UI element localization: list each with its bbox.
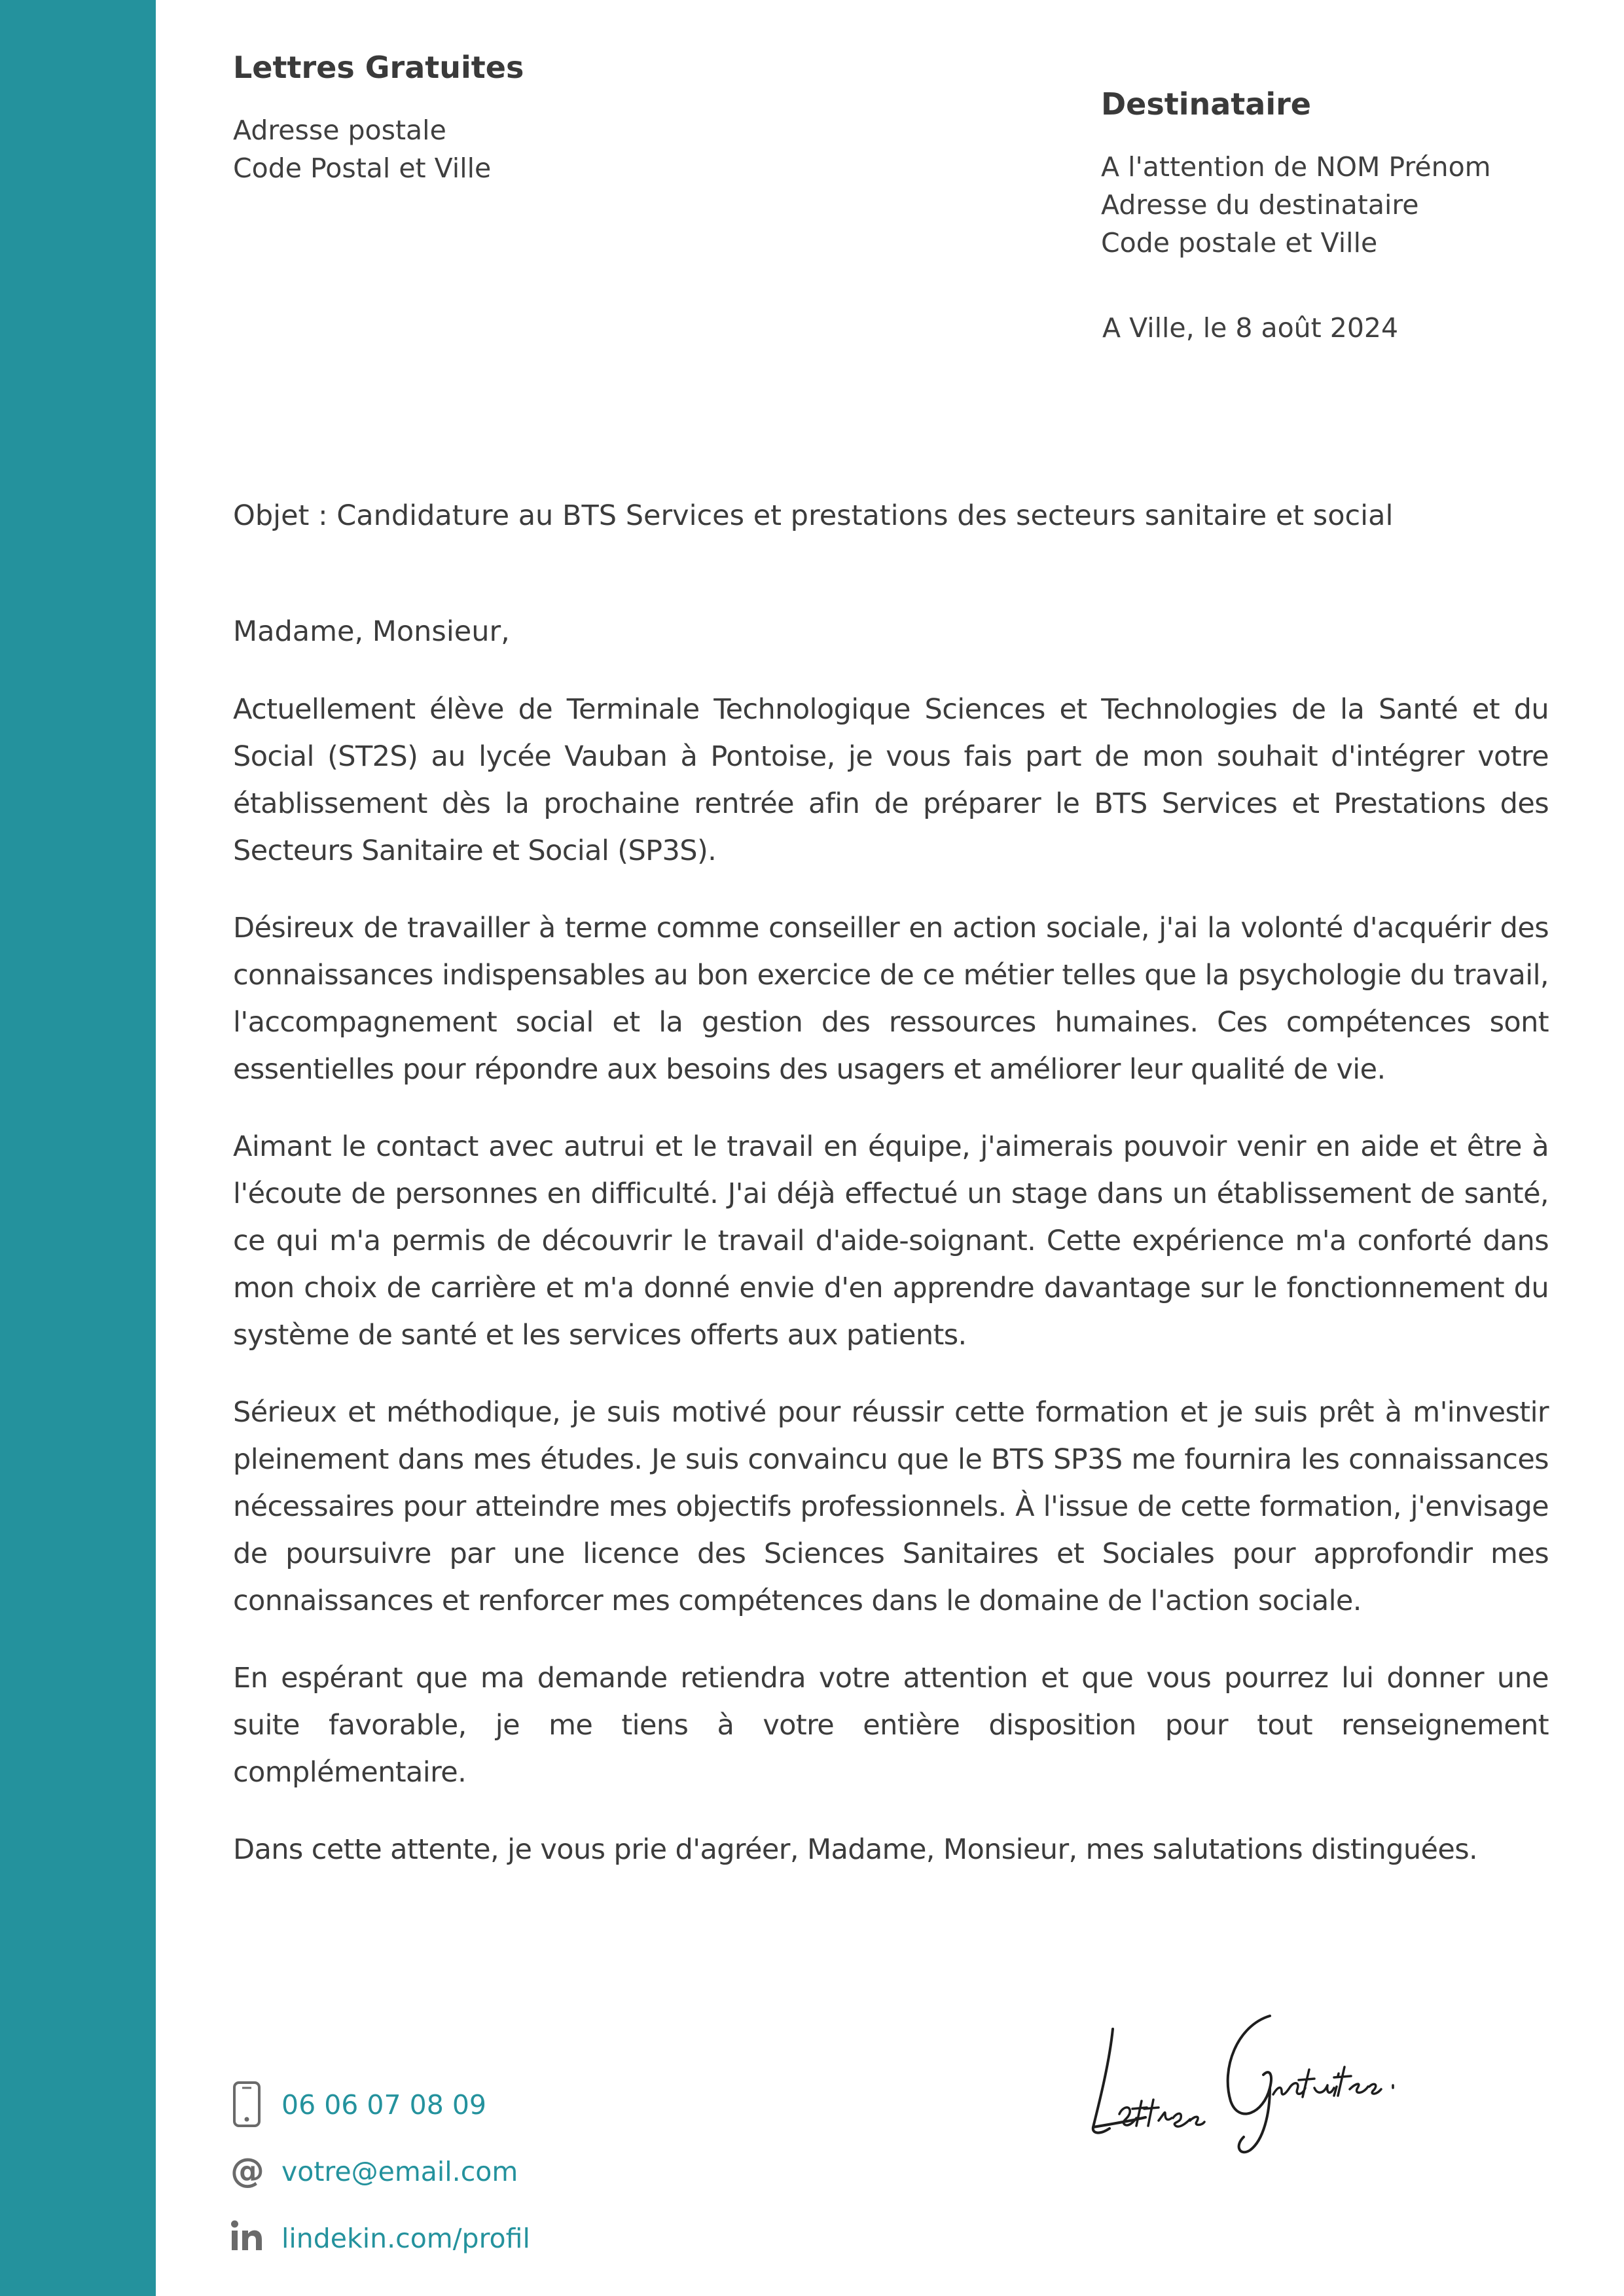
phone-icon: [230, 2081, 264, 2128]
letter-body: [233, 686, 1549, 1903]
body-paragraph: Sérieux et méthodique, je suis motivé pour réussir cette formation et je suis prêt à m'investir pleinement dans mes études. Je suis convaincu que le BTS SP3S me fournira les connaissances nécessaires pour atteindre mes objectifs professionnels. À l'issue de cette formation, j'envisage de poursuivre par une licence des Sciences Sanitaires et Sociales pour approfondir mes connaissances et renforcer mes compétences dans le domaine de l'action sociale.: [233, 1396, 1549, 1617]
body-paragraph: En espérant que ma demande retiendra votre attention et que vous pourrez lui donner une suite favorable, je me tiens à votre entière disposition pour tout renseignement complémentaire.: [233, 1662, 1549, 1789]
linkedin-icon: [230, 2215, 264, 2262]
closing-paragraph: Dans cette attente, je vous prie d'agréer, Madame, Monsieur, mes salutations distinguées.: [233, 1833, 1478, 1866]
sender-address-line: Adresse postale: [233, 115, 446, 146]
letter-date: A Ville, le 8 août 2024: [1102, 312, 1399, 344]
letter-subject: Objet : Candidature au BTS Services et prestations des secteurs sanitaire et social: [233, 499, 1394, 532]
contact-linkedin[interactable]: lindekin.com/profil: [281, 2223, 530, 2254]
svg-text:@: @: [230, 2151, 264, 2191]
recipient-city-line: Code postale et Ville: [1101, 227, 1378, 259]
recipient-attention-line: A l'attention de NOM Prénom: [1101, 151, 1491, 183]
handwritten-signature: [1074, 1990, 1466, 2160]
sender-city-line: Code Postal et Ville: [233, 152, 492, 184]
body-paragraph: Désireux de travailler à terme comme conseiller en action sociale, j'ai la volonté d'acquérir des connaissances indispensables au bon exercice de ce métier telles que la psychologie du travail, l'accompagnement social et la gestion des ressources humaines. Ces compétences sont essentielles pour répondre aux besoins des usagers et améliorer leur qualité de vie.: [233, 912, 1549, 1086]
body-paragraph: Actuellement élève de Terminale Technologique Sciences et Technologies de la Santé et du Social (ST2S) au lycée Vauban à Pontoise, je vous fais part de mon souhait d'intégrer votre établissement dès la prochaine rentrée afin de préparer le BTS Services et Prestations des Secteurs Sanitaire et Social (SP3S).: [233, 693, 1549, 867]
body-paragraph: Aimant le contact avec autrui et le travail en équipe, j'aimerais pouvoir venir en aide et être à l'écoute de personnes en difficulté. J'ai déjà effectué un stage dans un établissement de santé, ce qui m'a permis de découvrir le travail d'aide-soignant. Cette expérience m'a conforté dans mon choix de carrière et m'a donné envie d'en apprendre davantage sur le fonctionnement du système de santé et les services offerts aux patients.: [233, 1130, 1549, 1352]
contact-phone[interactable]: 06 06 07 08 09: [281, 2089, 486, 2121]
sidebar-band: [0, 0, 156, 2296]
recipient-block: [1101, 82, 1598, 262]
sender-block: [233, 46, 822, 187]
recipient-address-line: Adresse du destinataire: [1101, 189, 1419, 221]
letter-salutation: Madame, Monsieur,: [233, 615, 510, 648]
recipient-title: Destinataire: [1101, 86, 1311, 122]
sender-name: Lettres Gratuites: [233, 50, 524, 85]
at-icon: [230, 2148, 264, 2195]
contact-email[interactable]: votre@email.com: [281, 2156, 518, 2187]
